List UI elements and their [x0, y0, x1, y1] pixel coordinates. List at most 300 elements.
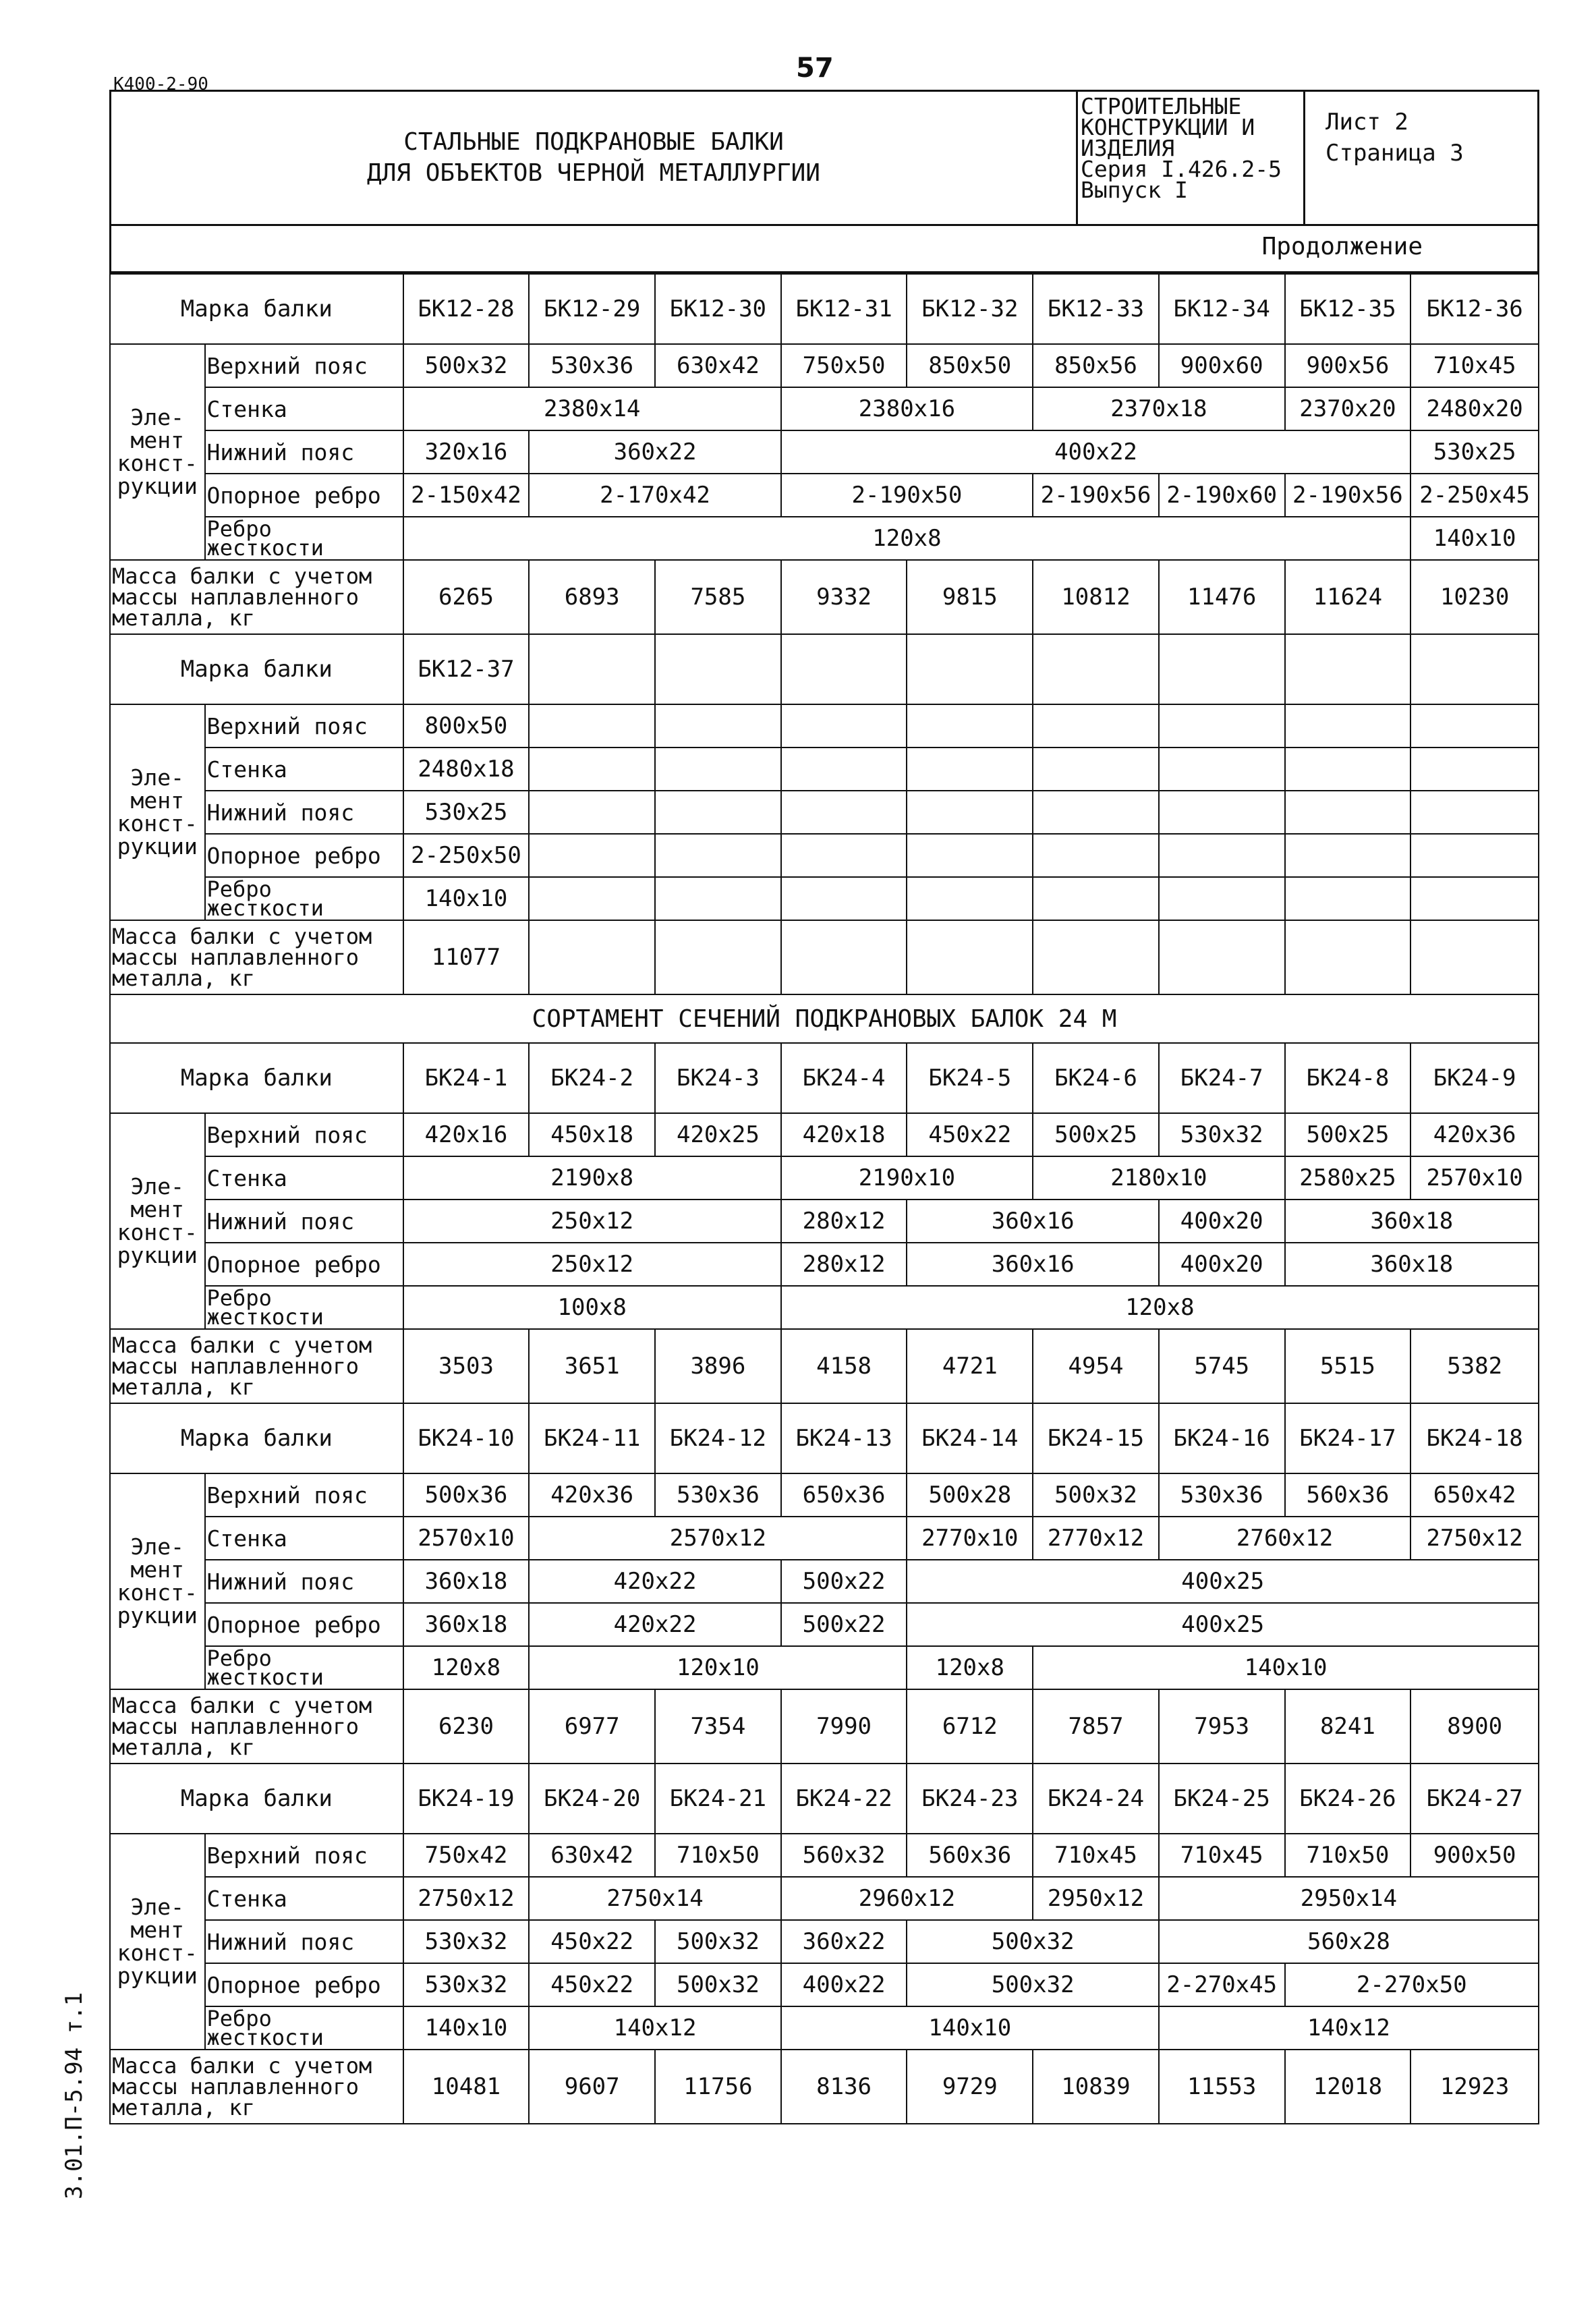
bearing-rib-value: 2-250x45: [1410, 474, 1539, 517]
beam-mark: БК24-20: [529, 1764, 655, 1834]
bottom-flange-value: 420x22: [529, 1560, 780, 1603]
stiffener-row: [110, 1646, 1539, 1689]
web-value: 2950x12: [1033, 1877, 1159, 1920]
beam-mass-value: 5745: [1159, 1329, 1285, 1403]
beam-mark: БК12-28: [403, 274, 530, 344]
stiffener-value: [1033, 877, 1159, 920]
bottom-flange-value: [1159, 791, 1285, 834]
bearing-rib-row: [110, 1243, 1539, 1286]
series-line-5: Выпуск I: [1081, 177, 1188, 203]
beam-mass-value: [781, 920, 907, 994]
bearing-rib-value: 420x22: [529, 1603, 780, 1646]
top-flange-row: [110, 1113, 1539, 1156]
stiffener-value: [781, 877, 907, 920]
bottom-flange-value: [1410, 791, 1539, 834]
bottom-flange-value: 360x16: [907, 1200, 1158, 1243]
top-flange-value: 560x36: [907, 1834, 1033, 1877]
beam-mass-value: [655, 920, 781, 994]
top-flange-value: 500x32: [1033, 1473, 1159, 1517]
series-line-3: ИЗДЕЛИЯ: [1081, 135, 1175, 161]
web-row: [110, 748, 1539, 791]
stiffener-value: 100x8: [403, 1286, 781, 1329]
bearing-rib-value: 450x22: [529, 1963, 655, 2006]
bearing-rib-value: 2-190x50: [781, 474, 1033, 517]
continuation-row: [109, 226, 1539, 273]
bottom-flange-row: [110, 430, 1539, 474]
beam-mass-value: 10230: [1410, 560, 1539, 634]
bearing-rib-value: [655, 834, 781, 877]
bottom-flange-value: 360x18: [403, 1560, 530, 1603]
beam-mass-value: 12018: [1285, 2050, 1411, 2124]
section-title-24m: СОРТАМЕНТ СЕЧЕНИЙ ПОДКРАНОВЫХ БАЛОК 24 М: [110, 994, 1539, 1043]
beam-mark: [655, 634, 781, 704]
bearing-rib-value: 250x12: [403, 1243, 781, 1286]
stiffener-value: 140x12: [529, 2006, 780, 2050]
top-flange-value: 560x36: [1285, 1473, 1411, 1517]
beam-mass-value: [1159, 920, 1285, 994]
beam-mass-value: 4158: [781, 1329, 907, 1403]
beam-mass-label: Масса балки с учетом массы наплавленного металла, кг: [110, 560, 403, 634]
beam-mark: [1410, 634, 1539, 704]
beam-mark: БК24-6: [1033, 1043, 1159, 1113]
top-flange-value: [655, 704, 781, 748]
top-flange-value: 750x50: [781, 344, 907, 387]
beam-mass-value: 3896: [655, 1329, 781, 1403]
beam-mass-value: 6230: [403, 1689, 530, 1764]
web-value: 2370x18: [1033, 387, 1284, 430]
top-flange-value: 500x28: [907, 1473, 1033, 1517]
bearing-rib-label: Опорное ребро: [205, 1963, 403, 2006]
top-flange-value: [1033, 704, 1159, 748]
top-flange-row: [110, 1834, 1539, 1877]
top-flange-value: [1159, 704, 1285, 748]
beam-mark: БК12-37: [403, 634, 530, 704]
stiffener-value: [907, 877, 1033, 920]
web-value: [655, 748, 781, 791]
beam-mark-row: [110, 634, 1539, 704]
beam-mark: БК24-10: [403, 1403, 530, 1473]
beam-mark-label: Марка балки: [110, 1764, 403, 1834]
document-code: К400-2-90: [113, 74, 208, 94]
beam-mass-label: Масса балки с учетом массы наплавленного металла, кг: [110, 1329, 403, 1403]
stiffener-value: 120x8: [403, 1646, 530, 1689]
web-value: 2570x10: [1410, 1156, 1539, 1200]
web-value: 2190x10: [781, 1156, 1033, 1200]
top-flange-value: 500x25: [1285, 1113, 1411, 1156]
beam-mass-value: 11756: [655, 2050, 781, 2124]
bearing-rib-label: Опорное ребро: [205, 834, 403, 877]
beam-mass-value: [1410, 920, 1539, 994]
bearing-rib-value: 2-250x50: [403, 834, 530, 877]
bearing-rib-value: 2-190x56: [1033, 474, 1159, 517]
beam-mass-row: [110, 1329, 1539, 1403]
beam-mass-row: [110, 1689, 1539, 1764]
top-flange-value: 710x45: [1410, 344, 1539, 387]
stiffener-label: Ребро жесткости: [205, 517, 403, 560]
beam-mass-value: [1033, 920, 1159, 994]
beam-mass-value: [1285, 920, 1411, 994]
web-value: 2750x14: [529, 1877, 780, 1920]
bottom-flange-value: [781, 791, 907, 834]
bottom-flange-label: Нижний пояс: [205, 430, 403, 474]
bottom-flange-value: 530x25: [1410, 430, 1539, 474]
beam-mark: БК24-8: [1285, 1043, 1411, 1113]
bearing-rib-row: [110, 474, 1539, 517]
bottom-flange-value: 560x28: [1159, 1920, 1539, 1963]
beam-mass-value: 7857: [1033, 1689, 1159, 1764]
bearing-rib-value: [907, 834, 1033, 877]
beam-mark-label: Марка балки: [110, 634, 403, 704]
bottom-flange-value: [1033, 791, 1159, 834]
beam-mark-row: [110, 1764, 1539, 1834]
bottom-flange-value: 500x32: [907, 1920, 1158, 1963]
beam-mass-label: Масса балки с учетом массы наплавленного металла, кг: [110, 2050, 403, 2124]
bearing-rib-row: [110, 1603, 1539, 1646]
bearing-rib-value: 500x32: [907, 1963, 1158, 2006]
bearing-rib-value: [1410, 834, 1539, 877]
bottom-flange-value: 400x20: [1159, 1200, 1285, 1243]
stiffener-value: [529, 877, 655, 920]
top-flange-value: 500x25: [1033, 1113, 1159, 1156]
beam-mark: БК24-17: [1285, 1403, 1411, 1473]
stiffener-row: [110, 517, 1539, 560]
beam-mass-row: [110, 2050, 1539, 2124]
beam-mark-label: Марка балки: [110, 1043, 403, 1113]
top-flange-value: 710x50: [1285, 1834, 1411, 1877]
top-flange-value: 420x25: [655, 1113, 781, 1156]
beam-mass-value: 7585: [655, 560, 781, 634]
bearing-rib-value: 2-190x60: [1159, 474, 1285, 517]
stiffener-label: Ребро жесткости: [205, 2006, 403, 2050]
top-flange-value: 650x42: [1410, 1473, 1539, 1517]
beam-mark: [1285, 634, 1411, 704]
sheet-number: Лист 2: [1326, 109, 1408, 136]
beam-mark: БК24-25: [1159, 1764, 1285, 1834]
stiffener-value: 140x10: [1033, 1646, 1539, 1689]
stiffener-row: [110, 877, 1539, 920]
beam-mass-value: 9729: [907, 2050, 1033, 2124]
beam-mass-row: [110, 560, 1539, 634]
stiffener-label: Ребро жесткости: [205, 1646, 403, 1689]
bearing-rib-row: [110, 1963, 1539, 2006]
beam-mass-value: [907, 920, 1033, 994]
beam-mark: БК24-16: [1159, 1403, 1285, 1473]
beam-mark: БК24-26: [1285, 1764, 1411, 1834]
bearing-rib-value: 2-170x42: [529, 474, 780, 517]
bottom-flange-value: 320x16: [403, 430, 530, 474]
top-flange-value: 850x56: [1033, 344, 1159, 387]
beam-mass-row: [110, 920, 1539, 994]
beam-mass-value: 6977: [529, 1689, 655, 1764]
document-title: [111, 92, 1076, 224]
web-value: 2750x12: [403, 1877, 530, 1920]
series-line-1: СТРОИТЕЛЬНЫЕ: [1081, 93, 1242, 119]
beam-mark: БК24-19: [403, 1764, 530, 1834]
top-flange-value: [1285, 704, 1411, 748]
bottom-flange-value: 530x32: [403, 1920, 530, 1963]
bottom-flange-value: [907, 791, 1033, 834]
beam-mark: БК24-5: [907, 1043, 1033, 1113]
top-flange-value: 900x56: [1285, 344, 1411, 387]
top-flange-value: 630x42: [655, 344, 781, 387]
top-flange-value: [1410, 704, 1539, 748]
stiffener-value: 120x8: [781, 1286, 1539, 1329]
top-flange-value: 900x60: [1159, 344, 1285, 387]
bearing-rib-row: [110, 834, 1539, 877]
bearing-rib-value: 2-270x45: [1159, 1963, 1285, 2006]
bearing-rib-value: 2-150x42: [403, 474, 530, 517]
top-flange-value: 560x32: [781, 1834, 907, 1877]
page-label: Страница 3: [1326, 140, 1464, 167]
beam-mass-value: 9607: [529, 2050, 655, 2124]
element-group-label: Эле- мент конст- рукции: [110, 1834, 205, 2050]
top-flange-value: 850x50: [907, 344, 1033, 387]
beam-mark: БК12-30: [655, 274, 781, 344]
beam-mass-value: 6265: [403, 560, 530, 634]
beam-mass-value: 4954: [1033, 1329, 1159, 1403]
beam-mass-value: 5382: [1410, 1329, 1539, 1403]
page-number: 57: [796, 53, 834, 84]
web-value: [1285, 748, 1411, 791]
web-row: [110, 1517, 1539, 1560]
beam-mass-value: [529, 920, 655, 994]
bearing-rib-value: 400x25: [907, 1603, 1539, 1646]
top-flange-row: [110, 704, 1539, 748]
top-flange-value: [907, 704, 1033, 748]
beam-mass-value: 6893: [529, 560, 655, 634]
top-flange-value: 530x36: [529, 344, 655, 387]
bottom-flange-row: [110, 1920, 1539, 1963]
stiffener-value: 120x8: [403, 517, 1411, 560]
beam-mark: БК24-14: [907, 1403, 1033, 1473]
bottom-flange-row: [110, 791, 1539, 834]
top-flange-row: [110, 1473, 1539, 1517]
beam-mark: БК24-9: [1410, 1043, 1539, 1113]
beam-mass-label: Масса балки с учетом массы наплавленного металла, кг: [110, 920, 403, 994]
web-value: 2380x16: [781, 387, 1033, 430]
bottom-flange-label: Нижний пояс: [205, 791, 403, 834]
bearing-rib-label: Опорное ребро: [205, 1243, 403, 1286]
beam-mark-row: [110, 274, 1539, 344]
bearing-rib-value: 360x16: [907, 1243, 1158, 1286]
beam-mark: БК12-31: [781, 274, 907, 344]
top-flange-row: [110, 344, 1539, 387]
top-flange-value: 710x50: [655, 1834, 781, 1877]
beam-mark: БК24-27: [1410, 1764, 1539, 1834]
bottom-flange-row: [110, 1200, 1539, 1243]
element-group-label: Эле- мент конст- рукции: [110, 704, 205, 920]
bearing-rib-value: 400x20: [1159, 1243, 1285, 1286]
beam-mark: БК12-35: [1285, 274, 1411, 344]
beam-mark: БК24-15: [1033, 1403, 1159, 1473]
top-flange-label: Верхний пояс: [205, 1113, 403, 1156]
beam-mass-value: 9332: [781, 560, 907, 634]
stiffener-label: Ребро жесткости: [205, 877, 403, 920]
web-value: 2480x18: [403, 748, 530, 791]
top-flange-value: 530x36: [1159, 1473, 1285, 1517]
top-flange-label: Верхний пояс: [205, 704, 403, 748]
web-value: [781, 748, 907, 791]
bottom-flange-label: Нижний пояс: [205, 1560, 403, 1603]
web-value: 2370x20: [1285, 387, 1411, 430]
top-flange-value: 630x42: [529, 1834, 655, 1877]
beam-mark: БК24-7: [1159, 1043, 1285, 1113]
beam-mass-value: 7990: [781, 1689, 907, 1764]
web-label: Стенка: [205, 748, 403, 791]
beam-mark: БК24-11: [529, 1403, 655, 1473]
web-value: [529, 748, 655, 791]
beam-mark-row: [110, 1403, 1539, 1473]
bearing-rib-value: 500x22: [781, 1603, 907, 1646]
beam-mass-value: 11624: [1285, 560, 1411, 634]
beam-mark: БК24-12: [655, 1403, 781, 1473]
bottom-flange-value: 400x25: [907, 1560, 1539, 1603]
bearing-rib-value: [529, 834, 655, 877]
stiffener-row: [110, 1286, 1539, 1329]
bottom-flange-value: 360x22: [781, 1920, 907, 1963]
bottom-flange-value: 400x22: [781, 430, 1411, 474]
beam-mark: БК12-29: [529, 274, 655, 344]
stiffener-value: 120x10: [529, 1646, 907, 1689]
beam-mark: БК24-24: [1033, 1764, 1159, 1834]
web-label: Стенка: [205, 387, 403, 430]
bearing-rib-label: Опорное ребро: [205, 474, 403, 517]
beam-mass-value: 8136: [781, 2050, 907, 2124]
beam-mass-value: 10812: [1033, 560, 1159, 634]
beam-mass-value: 3503: [403, 1329, 530, 1403]
beam-mass-value: 8900: [1410, 1689, 1539, 1764]
title-line-2: ДЛЯ ОБЪЕКТОВ ЧЕРНОЙ МЕТАЛЛУРГИИ: [367, 159, 820, 187]
web-value: 2570x12: [529, 1517, 907, 1560]
top-flange-value: 420x18: [781, 1113, 907, 1156]
bearing-rib-value: 360x18: [1285, 1243, 1539, 1286]
title-block: [109, 90, 1539, 226]
beam-mark: БК24-2: [529, 1043, 655, 1113]
top-flange-value: [781, 704, 907, 748]
beam-mass-value: 10839: [1033, 2050, 1159, 2124]
beam-mass-value: 6712: [907, 1689, 1033, 1764]
web-label: Стенка: [205, 1517, 403, 1560]
web-label: Стенка: [205, 1156, 403, 1200]
bearing-rib-value: 530x32: [403, 1963, 530, 2006]
beam-mass-value: 5515: [1285, 1329, 1411, 1403]
top-flange-label: Верхний пояс: [205, 1473, 403, 1517]
bottom-flange-value: 360x18: [1285, 1200, 1539, 1243]
bottom-flange-value: 450x22: [529, 1920, 655, 1963]
stiffener-value: 140x10: [781, 2006, 1159, 2050]
web-value: 2760x12: [1159, 1517, 1410, 1560]
top-flange-value: 710x45: [1159, 1834, 1285, 1877]
top-flange-value: 530x36: [655, 1473, 781, 1517]
beam-mark: [781, 634, 907, 704]
bearing-rib-value: 400x22: [781, 1963, 907, 2006]
bearing-rib-value: 500x32: [655, 1963, 781, 2006]
beam-mass-value: 8241: [1285, 1689, 1411, 1764]
stiffener-value: [1410, 877, 1539, 920]
web-value: [1033, 748, 1159, 791]
web-value: 2750x12: [1410, 1517, 1539, 1560]
web-value: 2380x14: [403, 387, 781, 430]
top-flange-value: 450x22: [907, 1113, 1033, 1156]
beam-mass-value: 3651: [529, 1329, 655, 1403]
beam-mass-value: 7354: [655, 1689, 781, 1764]
element-group-label: Эле- мент конст- рукции: [110, 1113, 205, 1329]
stiffener-value: [655, 877, 781, 920]
stiffener-value: 140x10: [403, 877, 530, 920]
bearing-rib-value: 360x18: [403, 1603, 530, 1646]
beam-mark: БК12-36: [1410, 274, 1539, 344]
web-row: [110, 387, 1539, 430]
top-flange-value: 650x36: [781, 1473, 907, 1517]
stiffener-label: Ребро жесткости: [205, 1286, 403, 1329]
beam-mass-value: 9815: [907, 560, 1033, 634]
stiffener-value: 120x8: [907, 1646, 1033, 1689]
top-flange-value: 500x36: [403, 1473, 530, 1517]
stiffener-value: 140x10: [1410, 517, 1539, 560]
bearing-rib-value: 2-190x56: [1285, 474, 1411, 517]
beam-mark: [907, 634, 1033, 704]
bearing-rib-value: [1033, 834, 1159, 877]
bottom-flange-value: 500x32: [655, 1920, 781, 1963]
top-flange-value: 420x36: [529, 1473, 655, 1517]
beam-mark: БК24-22: [781, 1764, 907, 1834]
web-value: [1159, 748, 1285, 791]
beam-mark: БК12-32: [907, 274, 1033, 344]
beam-sections-table: [109, 273, 1539, 2124]
beam-mark: БК24-3: [655, 1043, 781, 1113]
web-value: 2950x14: [1159, 1877, 1539, 1920]
beam-mark: [1033, 634, 1159, 704]
beam-mass-value: 10481: [403, 2050, 530, 2124]
web-value: 2180x10: [1033, 1156, 1284, 1200]
stiffener-value: [1159, 877, 1285, 920]
top-flange-value: 530x32: [1159, 1113, 1285, 1156]
top-flange-value: [529, 704, 655, 748]
top-flange-value: 800x50: [403, 704, 530, 748]
web-row: [110, 1156, 1539, 1200]
bearing-rib-value: [1285, 834, 1411, 877]
beam-mass-label: Масса балки с учетом массы наплавленного металла, кг: [110, 1689, 403, 1764]
bearing-rib-label: Опорное ребро: [205, 1603, 403, 1646]
web-value: 2770x12: [1033, 1517, 1159, 1560]
web-row: [110, 1877, 1539, 1920]
beam-mass-value: 11476: [1159, 560, 1285, 634]
table-body: [110, 274, 1539, 2124]
series-line-4: Серия I.426.2-5: [1081, 156, 1282, 182]
web-value: 2570x10: [403, 1517, 530, 1560]
bottom-flange-value: [1285, 791, 1411, 834]
bearing-rib-value: [781, 834, 907, 877]
web-value: 2960x12: [781, 1877, 1033, 1920]
top-flange-value: 750x42: [403, 1834, 530, 1877]
side-archive-code: 3.01.П-5.94 т.1: [61, 1992, 88, 2199]
beam-mark: [1159, 634, 1285, 704]
stiffener-value: 140x10: [403, 2006, 530, 2050]
beam-mark: БК24-13: [781, 1403, 907, 1473]
beam-mark-label: Марка балки: [110, 274, 403, 344]
beam-mass-value: 11553: [1159, 2050, 1285, 2124]
bottom-flange-value: 530x25: [403, 791, 530, 834]
bottom-flange-value: 360x22: [529, 430, 780, 474]
web-value: [907, 748, 1033, 791]
web-value: 2480x20: [1410, 387, 1539, 430]
bottom-flange-label: Нижний пояс: [205, 1920, 403, 1963]
series-info: [1076, 92, 1305, 224]
element-group-label: Эле- мент конст- рукции: [110, 344, 205, 560]
top-flange-value: 900x50: [1410, 1834, 1539, 1877]
stiffener-value: [1285, 877, 1411, 920]
top-flange-value: 710x45: [1033, 1834, 1159, 1877]
